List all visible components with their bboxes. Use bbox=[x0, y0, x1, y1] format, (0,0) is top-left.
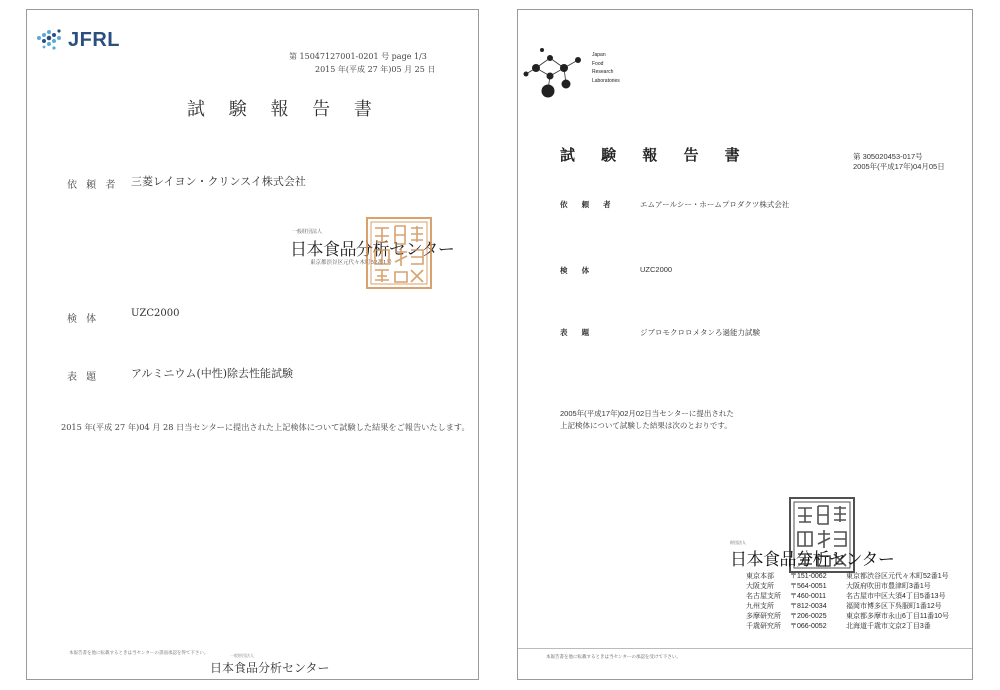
logo-word: Laboratories bbox=[592, 77, 620, 84]
report-date: 2005年(平成17年)04月05日 bbox=[853, 162, 945, 171]
office-name: 千歳研究所 bbox=[746, 623, 781, 630]
jfrl-logo bbox=[35, 26, 135, 54]
report-date: 2015 年(平成 27 年)05 月 25 日 bbox=[315, 65, 436, 74]
sample-value: UZC2000 bbox=[640, 265, 673, 274]
office-name: 名古屋支所 bbox=[746, 593, 781, 600]
report-title: 試 験 報 告 書 bbox=[560, 147, 751, 164]
issuer-address: 東京都渋谷区元代々木町52番1号 bbox=[310, 260, 392, 266]
reprint-note: 本報告書を他に転載するときは当センターの承認を受けて下さい。 bbox=[546, 655, 681, 660]
office-address: 北海道千歳市文京2丁目3番 bbox=[846, 623, 931, 630]
subject-value: アルミニウム(中性)除去性能試験 bbox=[131, 367, 294, 380]
office-address: 名古屋市中区大須4丁目5番13号 bbox=[846, 593, 946, 600]
report-page-2015 bbox=[26, 9, 479, 680]
network-dots-icon bbox=[522, 44, 588, 100]
report-page-2005 bbox=[517, 9, 973, 680]
footer-org-type: 一般財団法人 bbox=[230, 653, 254, 658]
office-zip: 〒066-0052 bbox=[790, 623, 827, 630]
issuer-name: 日本食品分析センター bbox=[290, 240, 455, 259]
official-seal-stamp bbox=[365, 216, 433, 290]
office-zip: 〒151-0062 bbox=[790, 573, 827, 580]
jfrl-logo-text: JFRL bbox=[68, 29, 120, 51]
logo-word: Research bbox=[592, 69, 614, 76]
footer-center-name: 日本食品分析センター bbox=[210, 661, 330, 675]
report-title: 試 験 報 告 書 bbox=[187, 99, 381, 120]
client-label: 依 頼 者 bbox=[560, 200, 617, 209]
subject-label: 表 題 bbox=[560, 328, 596, 337]
office-zip: 〒564-0051 bbox=[790, 583, 827, 590]
report-number: 第 305020453-017号 bbox=[853, 152, 923, 161]
client-name: エムアールシー・ホームプロダクツ株式会社 bbox=[640, 200, 790, 209]
sample-label: 検 体 bbox=[67, 314, 100, 325]
office-name: 東京本部 bbox=[746, 573, 774, 580]
office-row bbox=[746, 612, 949, 622]
office-address: 東京都多摩市永山6丁目11番10号 bbox=[846, 613, 949, 620]
office-list bbox=[746, 572, 949, 632]
issuer-type: 一般財団法人 bbox=[292, 229, 323, 235]
issuer-name: 日本食品分析センター bbox=[730, 550, 895, 569]
office-zip: 〒460-0011 bbox=[790, 593, 827, 600]
result-statement: 2015 年(平成 27 年)04 月 28 日当センターに提出された上記検体について試験した結果をご報告いたします。 bbox=[61, 422, 470, 432]
sample-value: UZC2000 bbox=[131, 308, 180, 319]
office-row bbox=[746, 582, 949, 592]
logo-word: Food bbox=[592, 60, 604, 67]
office-zip: 〒812-0034 bbox=[790, 603, 827, 610]
office-row bbox=[746, 622, 949, 632]
subject-value: ジブロモクロロメタンろ過能力試験 bbox=[640, 328, 760, 337]
office-name: 九州支所 bbox=[746, 603, 774, 610]
subject-label: 表 題 bbox=[67, 372, 100, 383]
result-statement-line2: 上記検体について試験した結果は次のとおりです。 bbox=[560, 421, 732, 430]
office-row bbox=[746, 572, 949, 582]
sample-label: 検 体 bbox=[560, 266, 596, 275]
issuer-type: 財団法人 bbox=[730, 540, 746, 545]
office-name: 多摩研究所 bbox=[746, 613, 781, 620]
logo-word: Japan bbox=[592, 52, 606, 58]
client-label: 依 頼 者 bbox=[67, 180, 119, 191]
office-address: 福岡市博多区下呉服町1番12号 bbox=[846, 603, 942, 610]
footer-divider bbox=[518, 648, 973, 649]
office-address: 東京都渋谷区元代々木町52番1号 bbox=[846, 573, 949, 580]
jfrl-network-logo bbox=[522, 44, 588, 100]
logo-words bbox=[592, 51, 620, 85]
office-row bbox=[746, 602, 949, 612]
office-zip: 〒206-0025 bbox=[790, 613, 827, 620]
office-row bbox=[746, 592, 949, 602]
office-address: 大阪府吹田市豊津町3番1号 bbox=[846, 583, 931, 590]
jfrl-dots-icon bbox=[35, 26, 69, 54]
reprint-note: 本報告書を他に転載するときは当センターの書面承認を得て下さい。 bbox=[69, 651, 209, 656]
report-number: 第 15047127001-0201 号 page 1/3 bbox=[289, 52, 427, 61]
client-name: 三菱レイヨン・クリンスイ株式会社 bbox=[131, 175, 306, 188]
result-statement-line1: 2005年(平成17年)02月02日当センターに提出された bbox=[560, 409, 734, 418]
office-name: 大阪支所 bbox=[746, 583, 774, 590]
